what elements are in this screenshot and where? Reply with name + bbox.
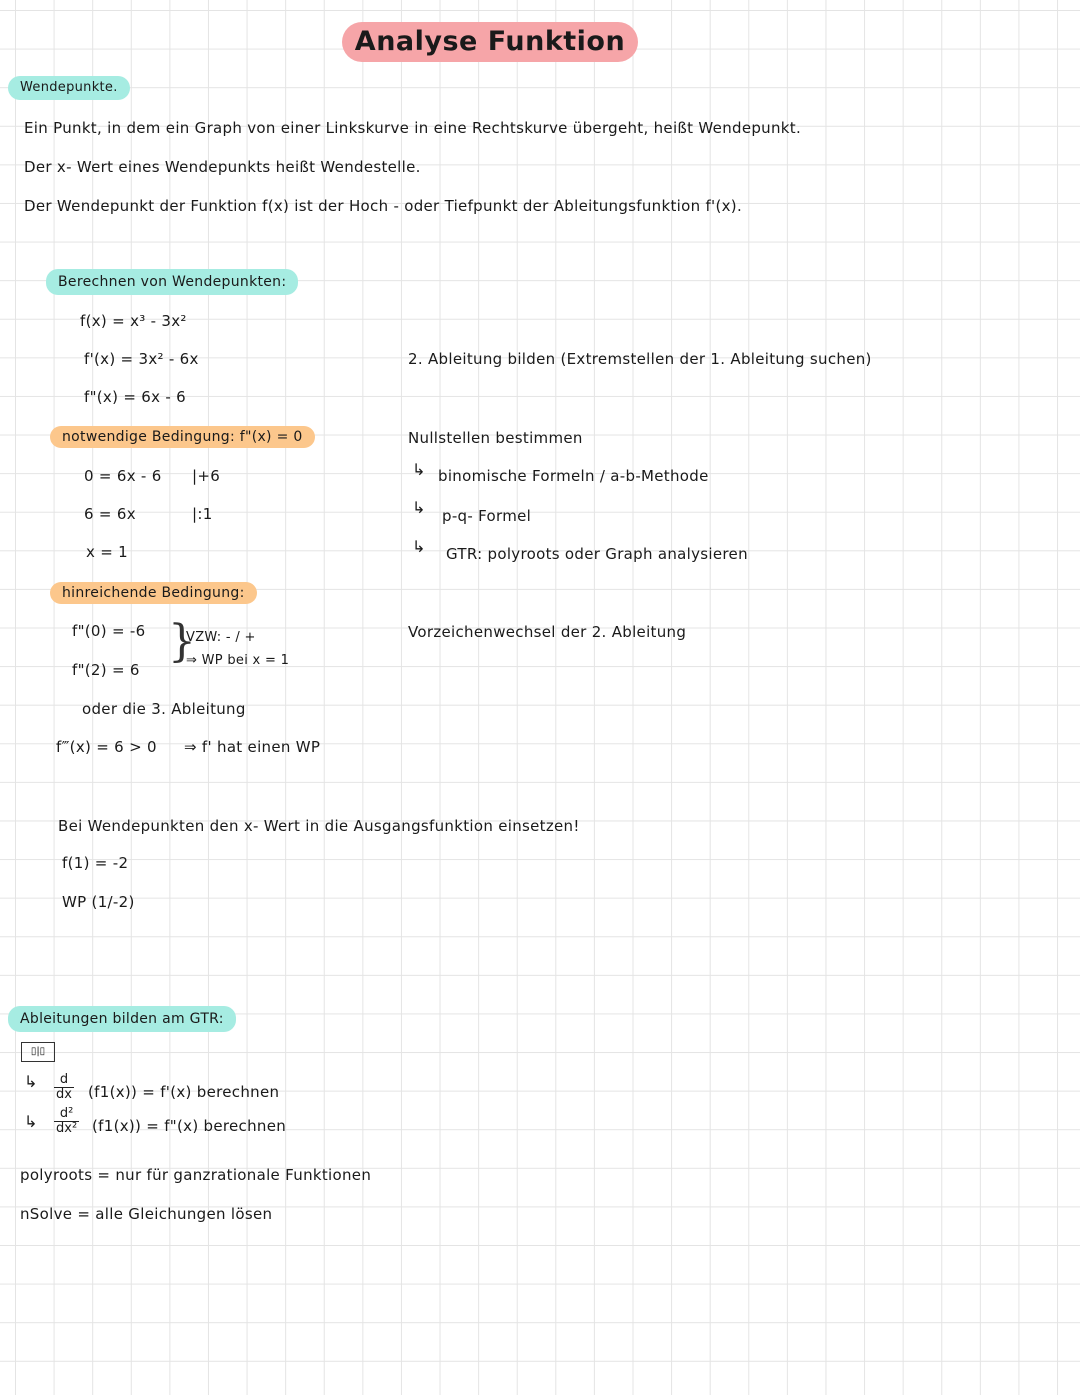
- berechnen-heading: Berechnen von Wendepunkten:: [46, 269, 298, 295]
- definition-wendepunkt: Ein Punkt, in dem ein Graph von einer Linkskurve in eine Rechtskurve übergeht, heißt Wendepunkt.: [24, 119, 802, 137]
- wp-result: ⇒ WP bei x = 1: [186, 653, 290, 668]
- second-derivative-gtr: (f1(x)) = f"(x) berechnen: [92, 1117, 287, 1135]
- dritte-ableitung-note: oder die 3. Ableitung: [82, 700, 246, 718]
- dritte-ableitung: f‴(x) = 6 > 0: [56, 738, 157, 756]
- page-title: Analyse Funktion: [342, 22, 638, 62]
- hook-arrow-icon: ↳: [412, 460, 426, 479]
- derivative-numerator: d²: [54, 1107, 79, 1122]
- notwendig-eq3: x = 1: [86, 543, 129, 561]
- hook-arrow-icon: ↳: [24, 1112, 38, 1131]
- template-icon: ▯|▯: [21, 1042, 55, 1062]
- definition-relation: Der Wendepunkt der Funktion f(x) ist der Hoch - oder Tiefpunkt der Ableitungsfunktion f'(x).: [24, 197, 743, 215]
- hinreichend-eq2: f"(2) = 6: [72, 661, 140, 679]
- wendepunkt-result: WP (1/-2): [62, 893, 135, 911]
- derivative-denominator: dx²: [56, 1121, 78, 1136]
- first-derivative-gtr: (f1(x)) = f'(x) berechnen: [88, 1083, 280, 1101]
- nullstellen-item: GTR: polyroots oder Graph analysieren: [446, 545, 748, 563]
- function-f2: f"(x) = 6x - 6: [84, 388, 186, 406]
- vzw-label: VZW: - / +: [186, 630, 256, 645]
- derivative-numerator: d: [54, 1073, 74, 1088]
- gtr-heading: Ableitungen bilden am GTR:: [8, 1006, 236, 1032]
- nsolve-note: nSolve = alle Gleichungen lösen: [20, 1205, 273, 1223]
- second-derivative-operator: [54, 1107, 79, 1136]
- hook-arrow-icon: ↳: [24, 1072, 38, 1091]
- nullstellen-item: p-q- Formel: [442, 507, 532, 525]
- nullstellen-item: binomische Formeln / a-b-Methode: [438, 467, 709, 485]
- notwendig-op1: |+6: [192, 467, 221, 485]
- wendepunkte-heading: Wendepunkte.: [8, 76, 130, 100]
- hook-arrow-icon: ↳: [412, 498, 426, 517]
- einsetzen-note: Bei Wendepunkten den x- Wert in die Ausgangsfunktion einsetzen!: [58, 817, 580, 835]
- brace-icon: }: [168, 616, 196, 667]
- notwendig-eq1: 0 = 6x - 6: [84, 467, 162, 485]
- dritte-ableitung-result: ⇒ f' hat einen WP: [184, 738, 321, 756]
- polyroots-note: polyroots = nur für ganzrationale Funktionen: [20, 1166, 372, 1184]
- function-f: f(x) = x³ - 3x²: [80, 312, 187, 330]
- derivative-operator: [54, 1073, 74, 1102]
- function-f1: f'(x) = 3x² - 6x: [84, 350, 199, 368]
- notwendig-op2: |:1: [192, 505, 213, 523]
- vorzeichenwechsel-note: Vorzeichenwechsel der 2. Ableitung: [408, 623, 687, 641]
- note-ableitung: 2. Ableitung bilden (Extremstellen der 1. Ableitung suchen): [408, 350, 872, 368]
- hinreichende-bedingung: hinreichende Bedingung:: [50, 582, 257, 604]
- hook-arrow-icon: ↳: [412, 537, 426, 556]
- derivative-denominator: dx: [56, 1087, 72, 1102]
- hinreichend-eq1: f"(0) = -6: [72, 622, 146, 640]
- function-value: f(1) = -2: [62, 854, 129, 872]
- nullstellen-heading: Nullstellen bestimmen: [408, 429, 583, 447]
- notwendige-bedingung: notwendige Bedingung: f"(x) = 0: [50, 426, 315, 448]
- definition-wendestelle: Der x- Wert eines Wendepunkts heißt Wendestelle.: [24, 158, 421, 176]
- notwendig-eq2: 6 = 6x: [84, 505, 136, 523]
